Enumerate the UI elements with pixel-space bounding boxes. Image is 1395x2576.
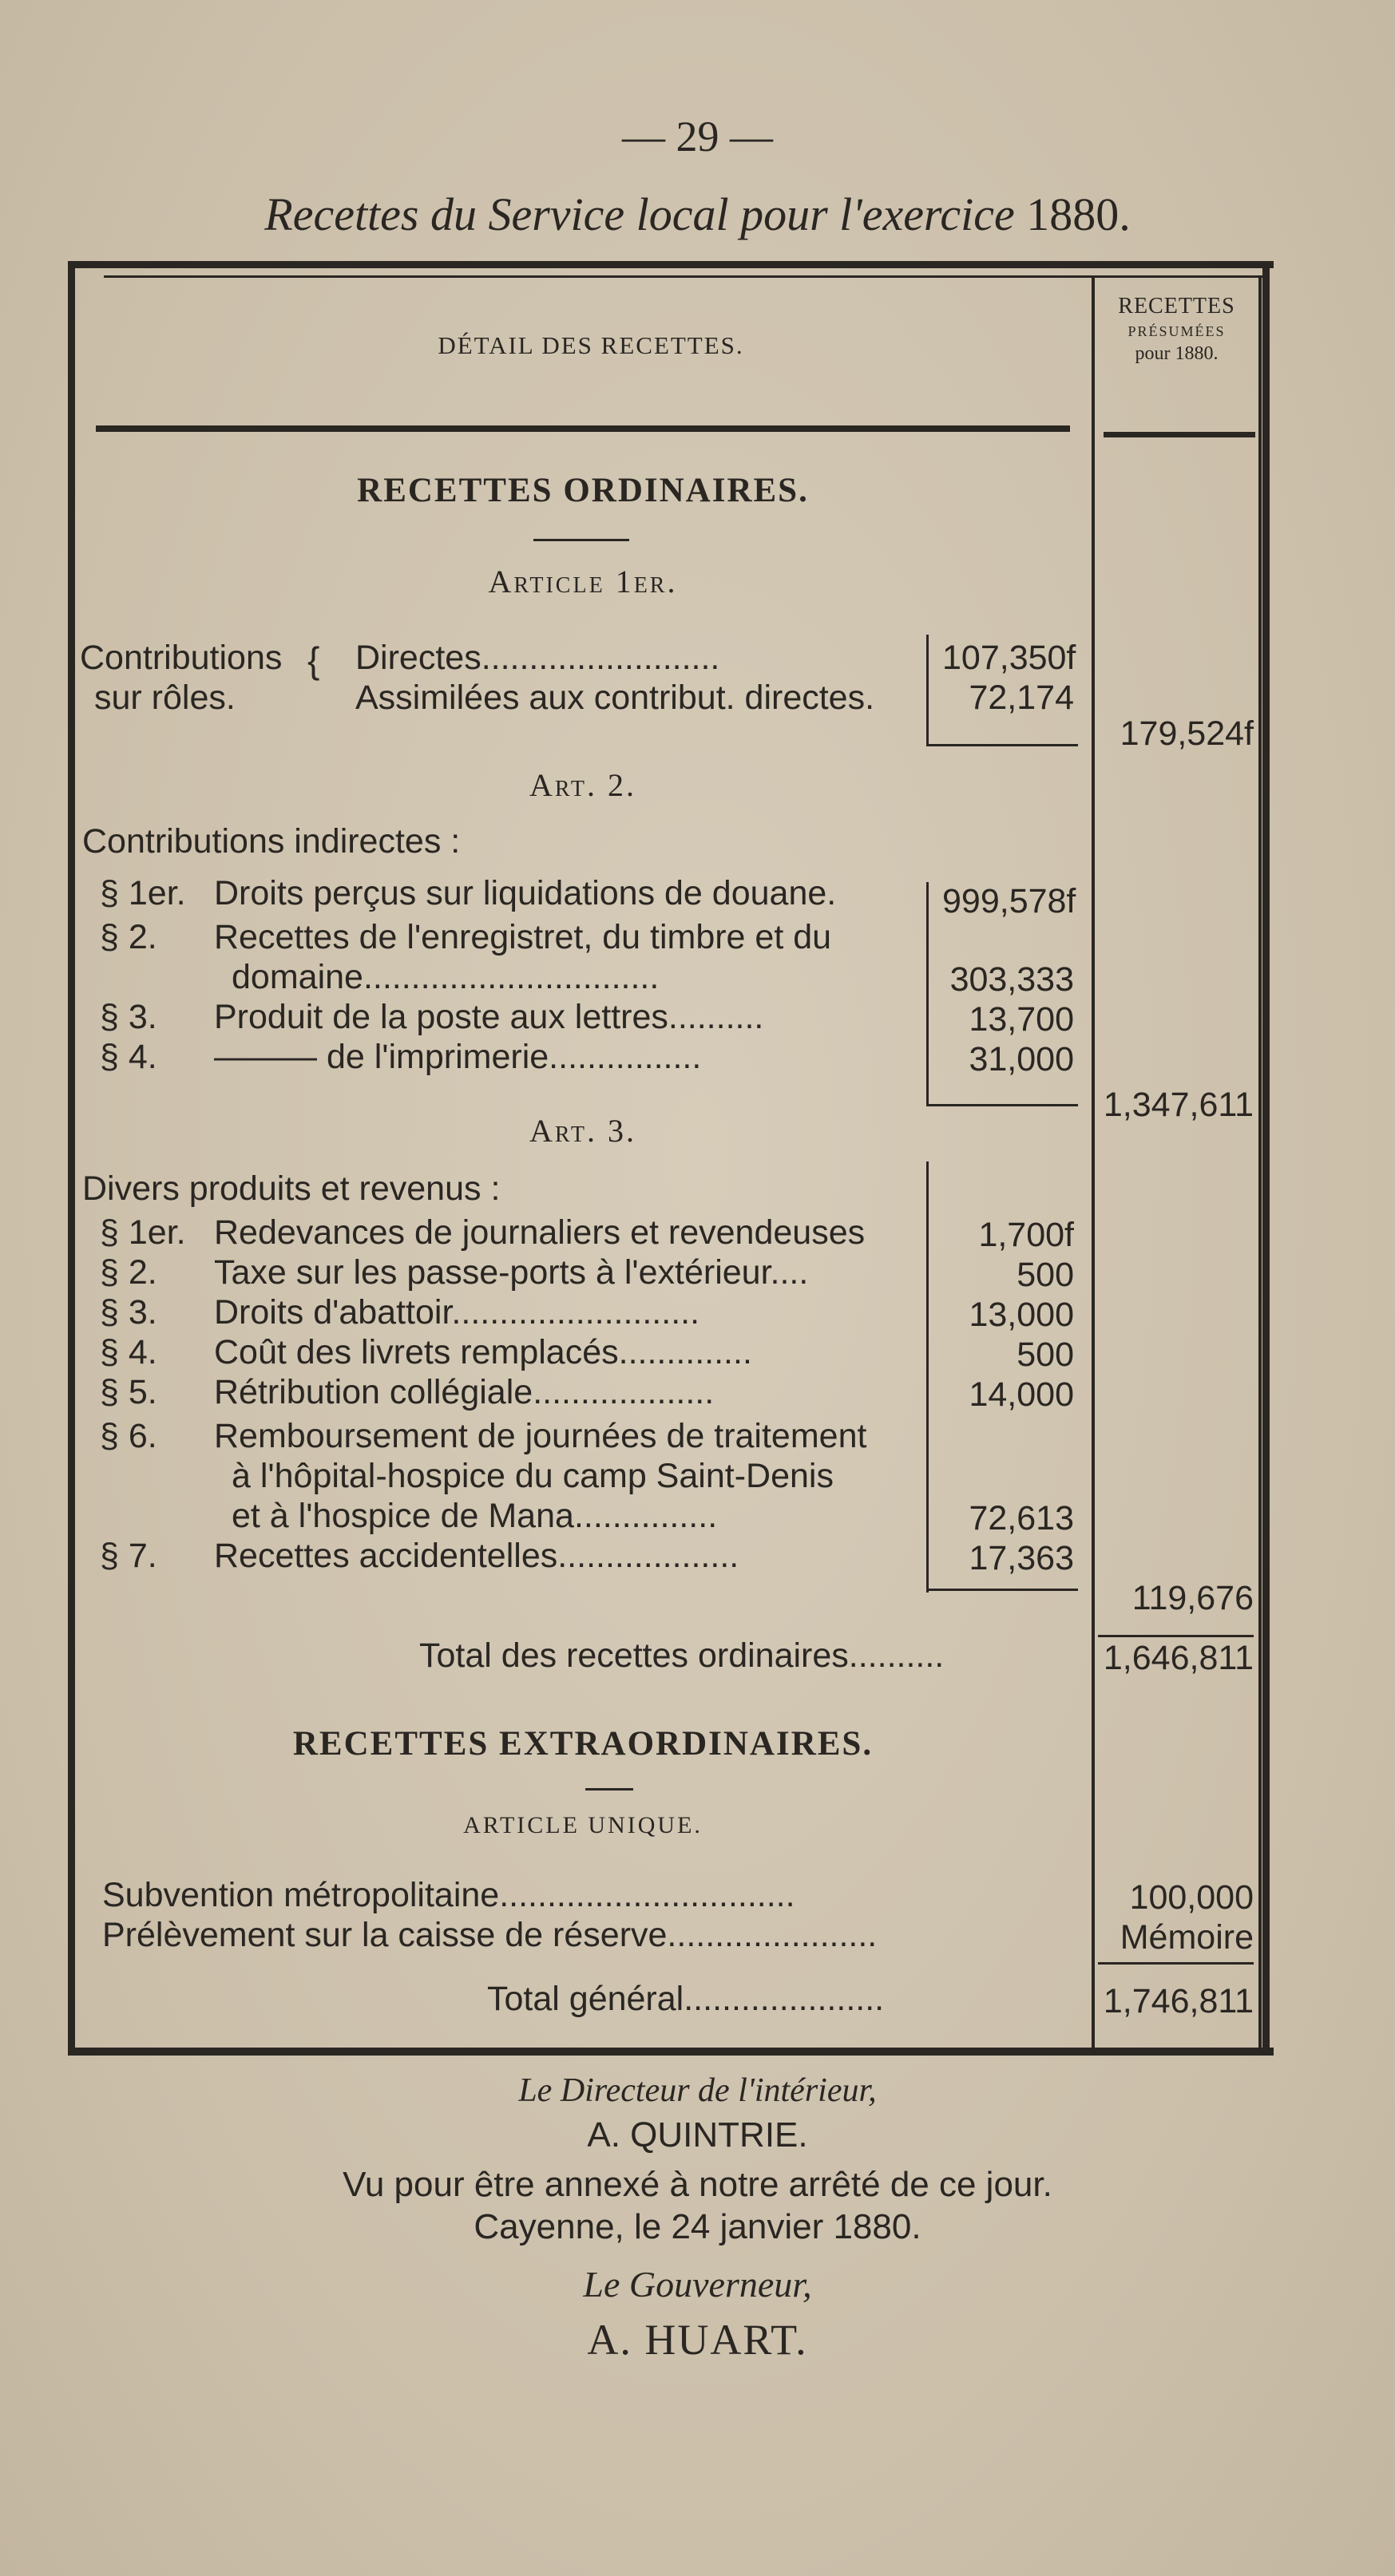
art3-item6-continuation-2: et à l'hospice de Mana............... (232, 1497, 718, 1535)
art2-subtotal-rule (926, 1104, 1078, 1106)
ordinaires-total-value: 1,646,811 (1103, 1639, 1254, 1677)
art2-total: 1,347,611 (1103, 1086, 1254, 1124)
governor-name: A. HUART. (587, 2316, 808, 2364)
art1-total: 179,524f (1120, 714, 1254, 753)
art2-item2-continuation: domaine............................... (232, 958, 660, 996)
art3-item4-section: § 4. (100, 1333, 157, 1371)
art3-value-bracket (926, 1161, 929, 1593)
art3-item5-value: 14,000 (969, 1375, 1074, 1414)
section-rule-extra (585, 1788, 633, 1791)
art3-item1-label: Redevances de journaliers et revendeuses (214, 1213, 866, 1252)
brace-icon: { (307, 639, 320, 681)
article-3-heading: Art. 3. (529, 1113, 636, 1149)
art3-item2-value: 500 (1017, 1256, 1074, 1294)
approval-note: Vu pour être annexé à notre arrêté de ce jour. (343, 2165, 1052, 2204)
art2-item2-section: § 2. (100, 918, 157, 956)
art3-item3-section: § 3. (100, 1293, 157, 1332)
art3-subtotal-rule (926, 1589, 1078, 1591)
art3-item1-section: § 1er. (100, 1213, 186, 1252)
page-title (0, 188, 1395, 241)
art2-item1-label: Droits perçus sur liquidations de douane. (214, 874, 837, 912)
ordinaires-total-label: Total des recettes ordinaires.......... (419, 1636, 945, 1675)
art3-item6-value: 72,613 (969, 1499, 1074, 1537)
section-rule (533, 539, 629, 541)
art3-item6-label: Remboursement de journées de traitement (214, 1417, 867, 1455)
art2-item3-value: 13,700 (969, 1000, 1074, 1039)
header-receipts-line1: RECETTES (1118, 294, 1235, 319)
column-header-detail: DÉTAIL DES RECETTES. (438, 331, 744, 359)
column-divider (1092, 275, 1095, 2048)
art1-subtotal-rule (926, 744, 1078, 746)
section-title-ordinaires: RECETTES ORDINAIRES. (357, 472, 809, 509)
art1-line1-value: 107,350f (942, 639, 1076, 677)
ordinaires-total-rule (1098, 1635, 1254, 1637)
art3-item4-value: 500 (1017, 1335, 1074, 1374)
art2-item1-section: § 1er. (100, 874, 186, 912)
place-date: Cayenne, le 24 janvier 1880. (474, 2207, 921, 2246)
art1-group-label-1: Contributions (80, 639, 283, 677)
art3-item7-label: Recettes accidentelles................... (214, 1537, 739, 1575)
header-rule-right (1104, 432, 1255, 437)
art2-item4-value: 31,000 (969, 1040, 1074, 1078)
table-frame (68, 267, 1270, 2049)
director-name: A. QUINTRIE. (587, 2115, 808, 2155)
art3-item2-label: Taxe sur les passe-ports à l'extérieur.... (214, 1253, 809, 1292)
column-divider-right (1258, 275, 1262, 2048)
grand-total-rule (1098, 1962, 1254, 1965)
art1-group-label-2: sur rôles. (94, 679, 236, 717)
art3-item6-continuation-1: à l'hôpital-hospice du camp Saint-Denis (232, 1457, 834, 1495)
art3-item7-value: 17,363 (969, 1539, 1074, 1577)
art3-item1-value: 1,700f (978, 1216, 1074, 1254)
section-title-extraordinaires: RECETTES EXTRAORDINAIRES. (292, 1725, 874, 1763)
header-receipts-line2: PRÉSUMÉES (1127, 322, 1226, 339)
art2-item4-label: ——— de l'imprimerie................ (214, 1038, 702, 1076)
title-text: Recettes du Service local pour l'exercice (264, 188, 1015, 240)
art2-item3-section: § 3. (100, 998, 157, 1036)
art2-item2-value: 303,333 (949, 960, 1074, 999)
page-number: — 29 — (622, 113, 773, 160)
prelevement-label: Prélèvement sur la caisse de réserve...................... (102, 1916, 878, 1954)
director-title: Le Directeur de l'intérieur, (518, 2072, 877, 2109)
grand-total-label: Total général..................... (487, 1980, 885, 2018)
subvention-value: 100,000 (1129, 1878, 1254, 1917)
governor-title: Le Gouverneur, (583, 2264, 812, 2305)
article-2-heading: Art. 2. (529, 767, 636, 803)
art3-item7-section: § 7. (100, 1537, 157, 1575)
title-year: 1880. (1026, 188, 1131, 240)
column-header-receipts (1095, 291, 1258, 366)
art2-item3-label: Produit de la poste aux lettres.......... (214, 998, 764, 1036)
art3-total: 119,676 (1131, 1579, 1254, 1617)
table-bottom-border (68, 2048, 1274, 2056)
art2-intro: Contributions indirectes : (82, 822, 461, 861)
prelevement-value: Mémoire (1120, 1918, 1254, 1957)
article-unique-heading: ARTICLE UNIQUE. (463, 1812, 703, 1838)
art1-line2-label: Assimilées aux contribut. directes. (355, 679, 875, 717)
art1-line1-label: Directes......................... (355, 639, 720, 677)
article-1-heading: Article 1er. (488, 564, 678, 599)
art3-item6-section: § 6. (100, 1417, 157, 1455)
grand-total-value: 1,746,811 (1103, 1982, 1254, 2020)
art2-item2-label: Recettes de l'enregistret, du timbre et du (214, 918, 832, 956)
subvention-label: Subvention métropolitaine............................... (102, 1876, 795, 1914)
art3-item2-section: § 2. (100, 1253, 157, 1292)
header-rule-left (96, 425, 1070, 432)
art3-item4-label: Coût des livrets remplacés.............. (214, 1333, 752, 1371)
art2-item4-section: § 4. (100, 1038, 157, 1076)
art2-value-bracket (926, 882, 929, 1106)
art2-item1-value: 999,578f (942, 882, 1076, 920)
art3-intro: Divers produits et revenus : (82, 1169, 501, 1208)
art1-value-bracket (926, 635, 929, 746)
art3-item5-section: § 5. (100, 1373, 157, 1411)
art3-item3-label: Droits d'abattoir.......................... (214, 1293, 700, 1332)
header-receipts-line3: pour 1880. (1135, 343, 1219, 365)
art1-line2-value: 72,174 (969, 679, 1074, 717)
art3-item5-label: Rétribution collégiale................... (214, 1373, 715, 1411)
art3-item3-value: 13,000 (969, 1296, 1074, 1334)
